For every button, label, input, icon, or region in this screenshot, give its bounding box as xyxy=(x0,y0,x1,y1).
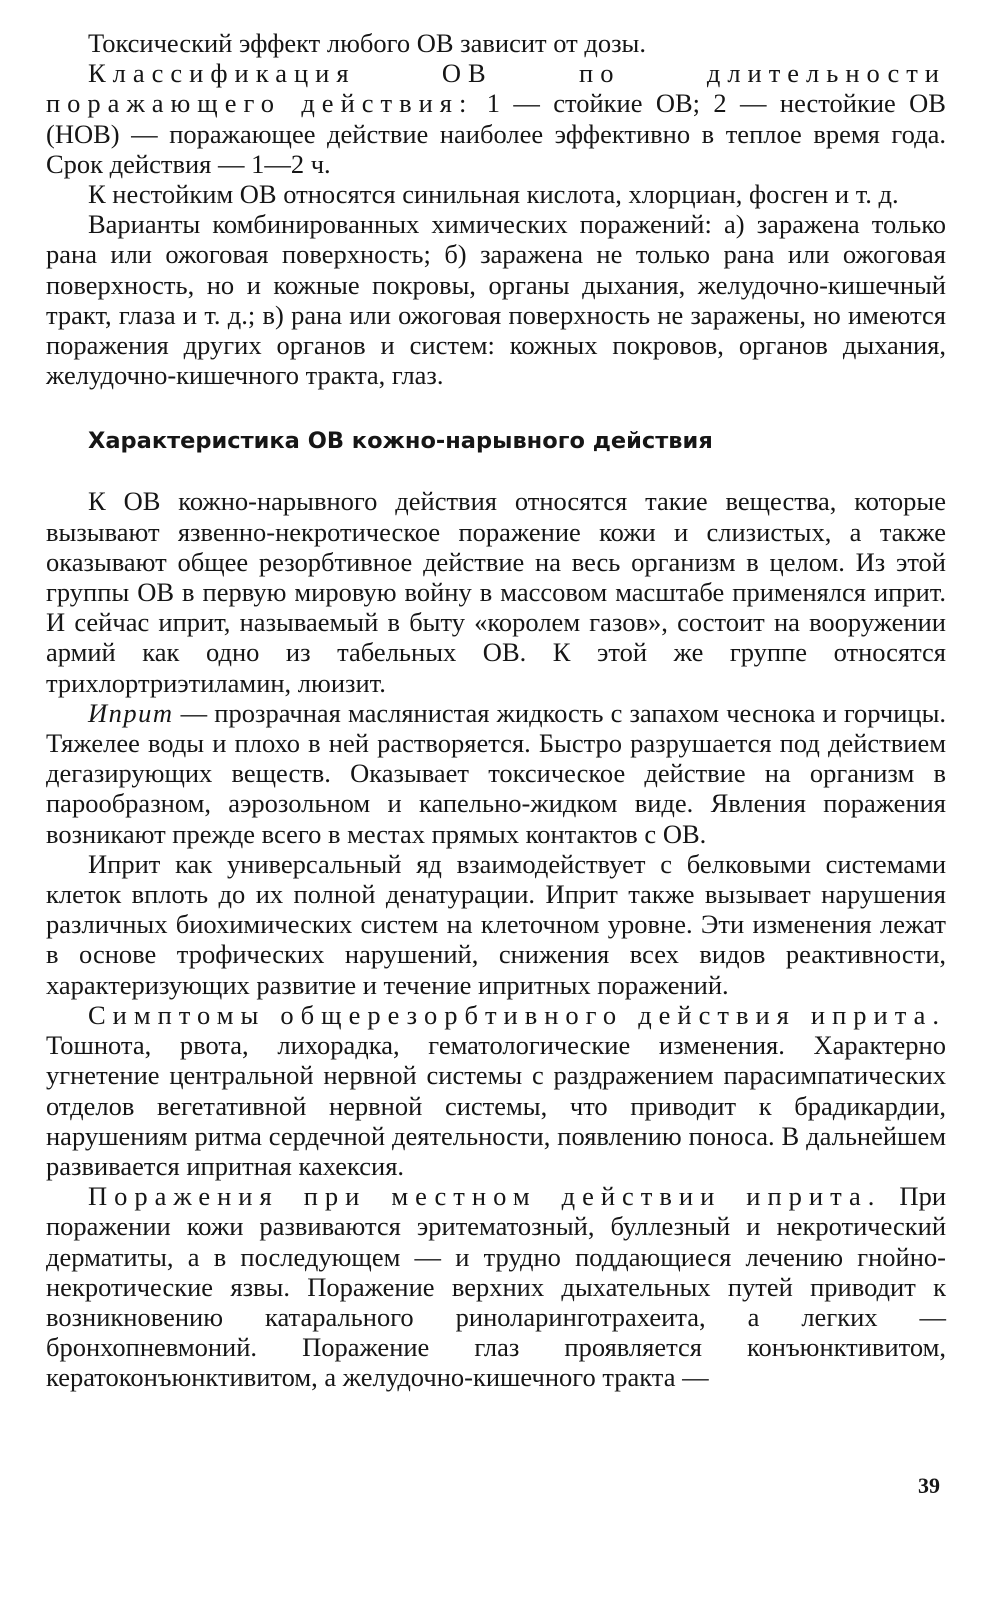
paragraph-text: При поражении кожи развиваются эритематозный, буллезный и некротический дерматиты, а в последующем — и трудно поддающиеся лечению гнойно-некротические язвы. Поражение верхних дыхательных путей приводит к возникновению катарального риноларинготрахеита, а легких — бронхопневмоний. Поражение глаз проявляется конъюнктивитом, кератоконъюнктивитом, а желудочно-кишечного тракта — xyxy=(46,1181,946,1393)
paragraph-universal-poison xyxy=(46,849,946,1000)
section-heading: Характеристика ОВ кожно-нарывного действия xyxy=(88,428,713,455)
paragraph-text: К нестойким ОВ относятся синильная кислота, хлорциан, фосген и т. д. xyxy=(88,179,899,210)
spaced-lead: Поражения при местном действии иприта. xyxy=(88,1181,882,1212)
paragraph-local-lesions xyxy=(46,1181,946,1392)
paragraph-dose xyxy=(46,28,946,58)
page-body xyxy=(46,28,946,1393)
paragraph-text: Токсический эффект любого ОВ зависит от дозы. xyxy=(88,28,646,58)
page-number: 39 xyxy=(918,1473,940,1498)
paragraph-mustard-gas xyxy=(46,698,946,849)
paragraph-text: — прозрачная маслянистая жидкость с запахом чеснока и горчицы. Тяжелее воды и плохо в ней растворяется. Быстро разрушается под действием дегазирующих веществ. Оказывает токсическое действие на организм в парообразном, аэрозольном и капельно-жидком виде. Явления поражения возникают прежде всего в местах прямых контактов с ОВ. xyxy=(46,697,946,849)
paragraph-text: Иприт как универсальный яд взаимодействует с белковыми системами клеток вплоть до их полной денатурации. Иприт также вызывает нарушения различных биохимических систем на клеточном уровне. Эти изменения лежат в основе трофических нарушений, снижения всех видов реактивности, характеризующих развитие и течение ипритных поражений. xyxy=(46,848,946,1000)
paragraph-text: Тошнота, рвота, лихорадка, гематологические изменения. Характерно угнетение центральной нервной системы с раздражением парасимпатических отделов вегетативной нервной системы, что приводит к брадикардии, нарушениям ритма сердечной деятельности, появлению поноса. В дальнейшем развивается ипритная кахексия. xyxy=(46,1030,946,1181)
paragraph-classification xyxy=(46,58,946,179)
paragraph-unstable-agents xyxy=(46,179,946,209)
paragraph-combined-lesions xyxy=(46,209,946,390)
italic-term: Иприт xyxy=(88,697,174,728)
paragraph-resorptive-symptoms xyxy=(46,1000,946,1181)
paragraph-text: 1 — стойкие ОВ; 2 — нестойкие ОВ (НОВ) — поражающее действие наиболее эффективно в теплое время года. Срок действия — 1—2 ч. xyxy=(46,88,946,179)
paragraph-text: Варианты комбинированных химических поражений: а) заражена только рана или ожоговая поверхность; б) заражена не только рана или ожоговая поверхность, но и кожные покровы, органы дыхания, желудочно-кишечный тракт, глаза и т. д.; в) рана или ожоговая поверхность не заражены, но имеются поражения других органов и систем: кожных покровов, органов дыхания, желудочно-кишечного тракта, глаз. xyxy=(46,209,946,391)
spaced-lead: Классификация ОВ по длительности поражающего действия: xyxy=(46,58,946,119)
paragraph-text: К ОВ кожно-нарывного действия относятся такие вещества, которые вызывают язвенно-некротическое поражение кожи и слизистых, а также оказывают общее резорбтивное действие на весь организм в целом. Из этой группы ОВ в первую мировую войну в массовом масштабе применялся иприт. И сейчас иприт, называемый в быту «королем газов», состоит на вооружении армий как одно из табельных ОВ. К этой же группе относятся трихлортриэтиламин, люизит. xyxy=(46,486,946,698)
spaced-lead: Симптомы общерезорбтивного действия иприта. xyxy=(88,999,946,1030)
paragraph-blister-agents xyxy=(46,486,946,697)
